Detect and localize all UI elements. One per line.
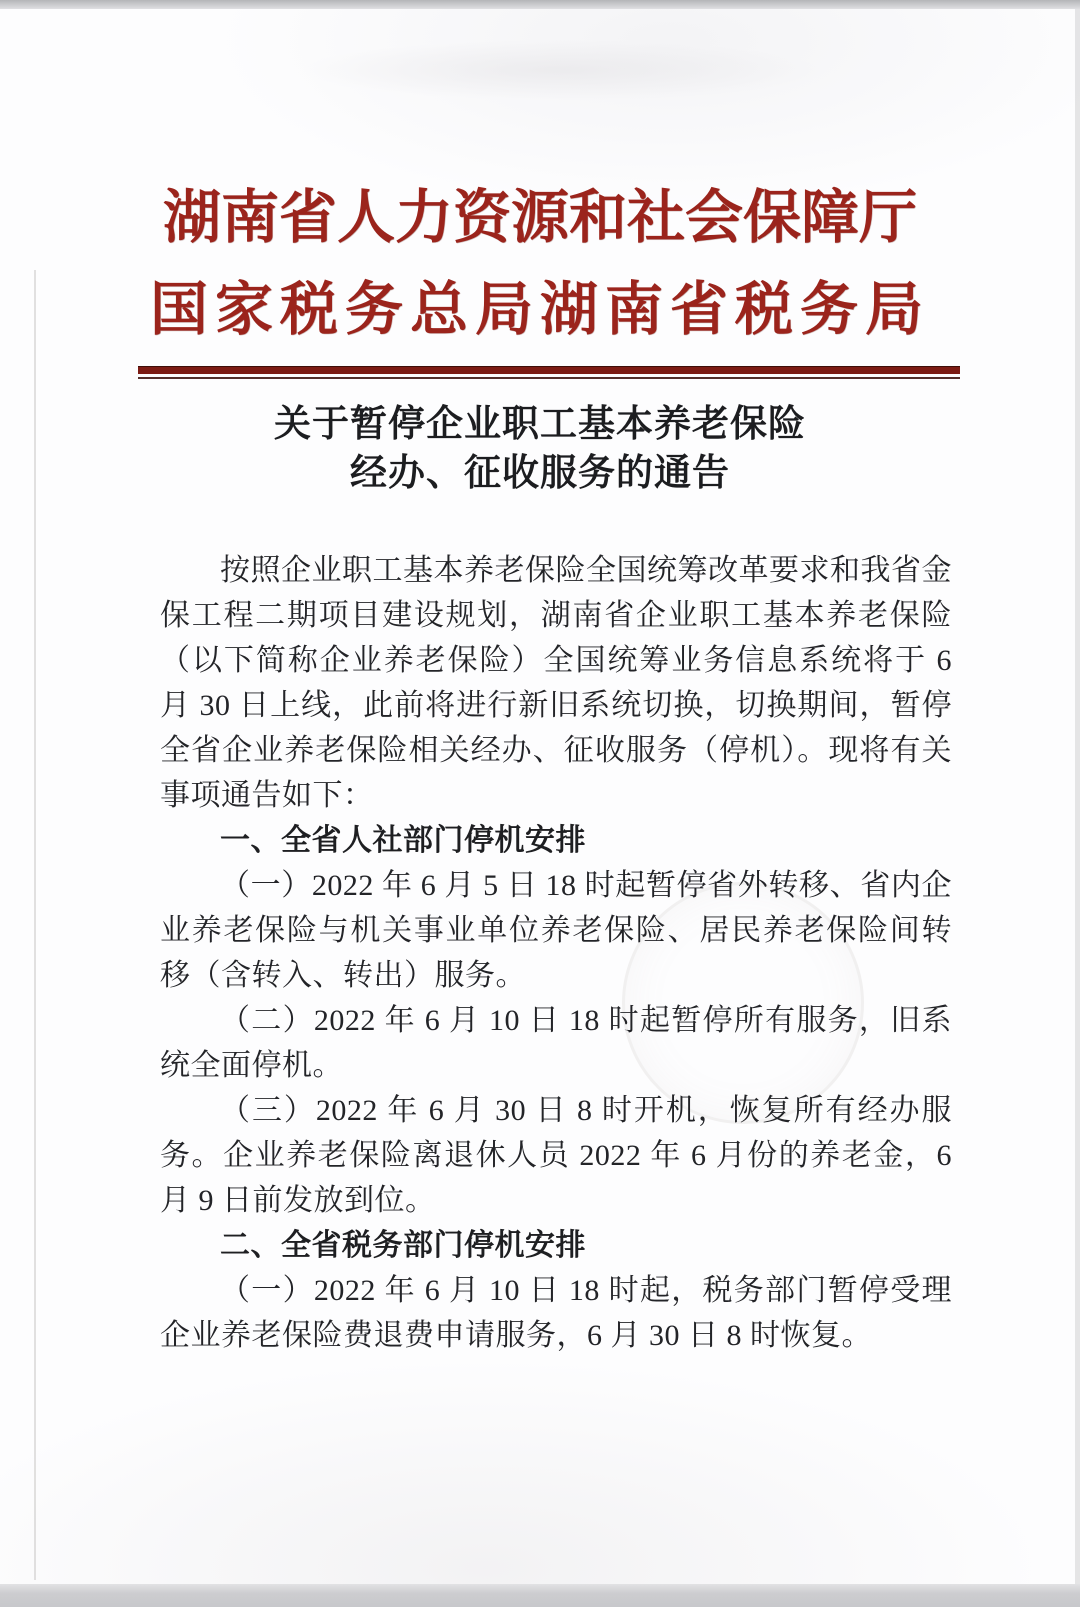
section-heading-1: 一、全省人社部门停机安排 [220, 824, 586, 857]
section2-item1: （一）2022 年 6 月 10 日 18 时起，税务部门暂停受理企业养老保险费退费申请服务，6 月 30 日 8 时恢复。 [160, 1274, 952, 1352]
paper-smudge [300, 40, 820, 100]
photo-edge-bottom [0, 1584, 1080, 1607]
notice-title [0, 400, 1080, 498]
section1-item1: （一）2022 年 6 月 5 日 18 时起暂停省外转移、省内企业养老保险与机关事业单位养老保险、居民养老保险间转移（含转入、转出）服务。 [160, 869, 952, 992]
notice-body [160, 548, 952, 1358]
section-heading-2: 二、全省税务部门停机安排 [220, 1229, 586, 1262]
divider-thick-bar [138, 366, 960, 374]
section1-item2: （二）2022 年 6 月 10 日 18 时起暂停所有服务，旧系统全面停机。 [160, 1004, 952, 1082]
section1-item3: （三）2022 年 6 月 30 日 8 时开机，恢复所有经办服务。企业养老保险离退休人员 2022 年 6 月份的养老金，6 月 9 日前发放到位。 [160, 1094, 952, 1217]
notice-title-line1: 关于暂停企业职工基本养老保险 [274, 404, 806, 445]
notice-title-line2: 经办、征收服务的通告 [350, 453, 730, 494]
photo-edge-top [0, 0, 1080, 9]
intro-paragraph: 按照企业职工基本养老保险全国统筹改革要求和我省金保工程二期项目建设规划，湖南省企业职工基本养老保险（以下简称企业养老保险）全国统筹业务信息系统将于 6 月 30 日上线，此前将进行新旧系统切换，切换期间，暂停全省企业养老保险相关经办、征收服务（停机）。现将有关事项通告如下： [160, 554, 952, 812]
agency-header [0, 172, 1080, 356]
agency-name-line2: 国家税务总局湖南省税务局 [149, 277, 930, 342]
photo-edge-right [1075, 9, 1080, 1584]
header-divider-rule [138, 366, 960, 379]
divider-thin-bar [138, 377, 960, 379]
agency-name-line1: 湖南省人力资源和社会保障厅 [162, 185, 917, 250]
